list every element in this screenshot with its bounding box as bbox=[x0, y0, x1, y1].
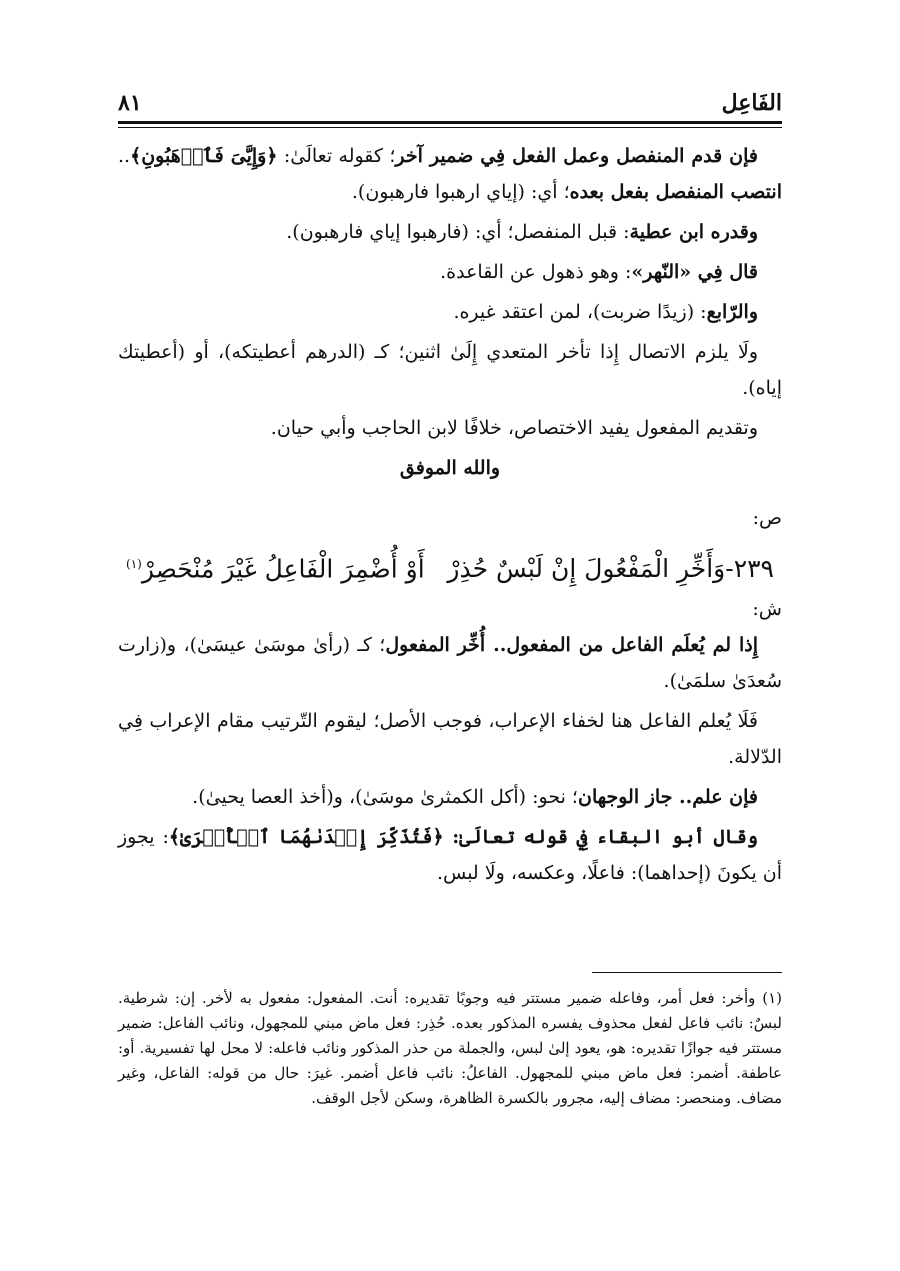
text-run: : وهو ذهول عن القاعدة. bbox=[440, 261, 632, 283]
text-run: ؛ نحو: (أكل الكمثرىٰ موسَىٰ)، و(أخذ العصا يحيىٰ). bbox=[192, 786, 578, 809]
text-run: ؛ كـ (رأىٰ موسَىٰ عيسَىٰ)، و(زارت سُعدَىٰ سلمَىٰ). bbox=[118, 634, 782, 693]
paragraph-5: ولَا يلزم الاتصال إِذا تأخر المتعدي إِلَىٰ اثنين؛ كـ (الدرهم أعطيتكه)، أو (أعطيتك إياه). bbox=[118, 341, 782, 399]
page-number: ٨١ bbox=[118, 90, 142, 116]
verse-first-hemistich: ٢٣٩-وَأَخِّرِ الْمَفْعُولَ إِنْ لَبْسٌ حُذِرْ bbox=[447, 554, 774, 584]
paragraph-8: فَلَا يُعلم الفاعل هنا لخفاء الإعراب، فوجب الأصل؛ ليقوم التّرتيب مقام الإعراب فِي الدّلالة. bbox=[118, 710, 782, 769]
paragraph-9 bbox=[118, 779, 782, 815]
verse-second-hemistich-wrap bbox=[126, 542, 425, 591]
footnote bbox=[118, 986, 782, 1111]
bold-phrase: والرّابع bbox=[706, 301, 758, 323]
paragraph-2 bbox=[118, 214, 782, 250]
paragraph-3 bbox=[118, 254, 782, 290]
footnote-marker: (١) bbox=[762, 989, 782, 1007]
bold-phrase: إِذا لم يُعلَم الفاعل من المفعول.. أُخِّر المفعول bbox=[385, 634, 759, 657]
text-run: ؛ أي: (إياي ارهبوا فارهبون). bbox=[351, 181, 570, 203]
paragraph-1 bbox=[118, 138, 782, 210]
chapter-title: الفَاعِل bbox=[721, 90, 782, 116]
paragraph-4 bbox=[118, 294, 782, 330]
text-run: : يجوز أن يكونَ (إحداهما): فاعلًا، وعكسه، ولَا لبس. bbox=[118, 826, 782, 885]
footnote-ref: (١) bbox=[126, 557, 142, 571]
closing-phrase: والله الموفق bbox=[399, 457, 501, 479]
footnote-separator bbox=[592, 972, 782, 973]
label-s: ص: bbox=[752, 507, 782, 529]
text-run: ؛ كقوله تعالَىٰ: bbox=[277, 145, 396, 167]
bold-phrase: فإن علم.. جاز الوجهان bbox=[577, 786, 758, 809]
bold-phrase: قال فِي «النّهر» bbox=[631, 261, 758, 283]
quran-verse: ﴿فَتُذَكِّرَ إِحۡدَىٰهُمَا ٱلۡأُخۡرَىٰ﴾ bbox=[168, 826, 444, 849]
bold-phrase: فإن قدم المنفصل وعمل الفعل فِي ضمير آخر bbox=[395, 145, 758, 167]
bold-phrase: وقدره ابن عطية bbox=[629, 221, 758, 243]
footnote-paragraph bbox=[118, 986, 782, 1111]
poem-verse bbox=[126, 542, 774, 591]
label-sh: ش: bbox=[752, 598, 782, 621]
bold-phrase: انتصب المنفصل بفعل بعده bbox=[569, 181, 782, 203]
main-text bbox=[118, 138, 782, 895]
footnote-text: وأخر: فعل أمر، وفاعله ضمير مستتر فيه وجوبًا تقديره: أنت. المفعول: مفعول به لأخر. إن: شرطية. لبسٌ: نائب فاعل لفعل محذوف يفسره المذكور بعده. حُذِر: فعل ماض مبني للمجهول، ونائب الفاعل: ضمير مستتر فيه جوازًا تقديره: هو، يعود إلىٰ لبس، والجملة من حذر المذكور ونائب فاعله: لا محل لها تفسيرية. أو: عاطفة. أضمر: فعل ماض مبني للمجهول. الفاعلُ: نائب فاعل أضمر. غيرَ: حال من قوله: الفاعل، وغير مضاف. ومنحصر: مضاف إليه، مجرور بالكسرة الظاهرة، وسكن لأجل الوقف. bbox=[118, 989, 782, 1107]
paragraph-6: وتقديم المفعول يفيد الاختصاص، خلافًا لابن الحاجب وأبي حيان. bbox=[270, 417, 758, 439]
bold-phrase: وقال أبو البقاء فِي قوله تعالَىٰ: bbox=[443, 826, 759, 849]
text-run: : (زيدًا ضربت)، لمن اعتقد غيره. bbox=[453, 301, 707, 323]
text-run: .. bbox=[118, 145, 131, 167]
text-run: : قبل المنفصل؛ أي: (فارهبوا إياي فارهبون). bbox=[286, 221, 630, 243]
header-rule-thick bbox=[118, 121, 782, 124]
header-rule-thin bbox=[118, 127, 782, 128]
running-header bbox=[118, 80, 782, 116]
paragraph-7 bbox=[118, 627, 782, 699]
verse-second-hemistich: أَوْ أُضْمِرَ الْفَاعِلُ غَيْرَ مُنْحَصِرْ bbox=[141, 554, 425, 584]
paragraph-10 bbox=[118, 819, 782, 891]
quran-verse: ﴿وَإِيَّىَ فَٱرۡهَبُونِ﴾ bbox=[130, 145, 278, 167]
